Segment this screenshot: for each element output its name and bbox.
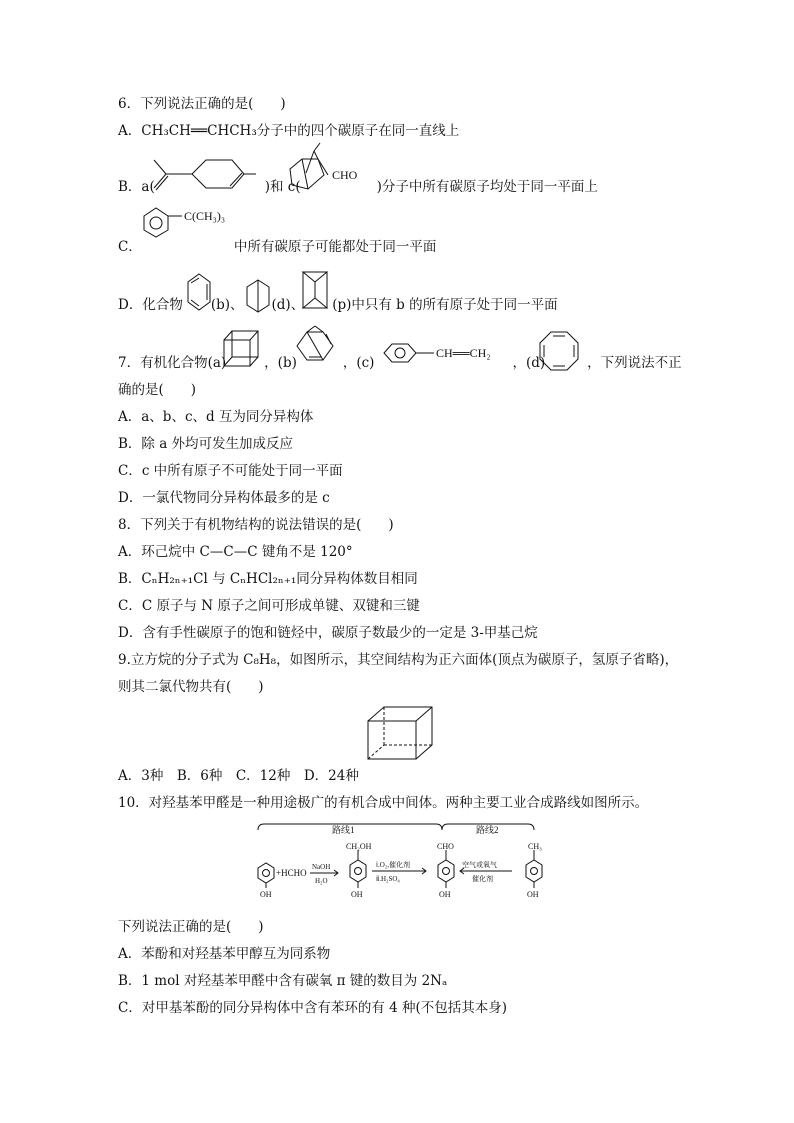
q10-question-stem: 下列说法正确的是( )	[118, 919, 264, 935]
q8-option-b: B．CₙH₂ₙ₊₁Cl 与 CₙHCl₂ₙ₊₁同分异构体数目相同	[118, 571, 418, 587]
q8-option-d: D．含有手性碳原子的饱和链烃中，碳原子数最少的一定是 3-甲基己烷	[118, 625, 538, 641]
q10-h2o: H₂O	[315, 877, 328, 885]
q10-route2: 路线2	[476, 825, 499, 835]
q7-stem-prefix: 7．有机化合物(a)	[118, 355, 227, 371]
q7-structure-b-bicyclic	[293, 324, 337, 370]
q9-stem-line2: 则其二氯代物共有( )	[118, 679, 264, 695]
q7-c-group: CH══CH₂	[436, 346, 491, 360]
q7-stem-b: ，(b)	[264, 355, 297, 371]
q6-option-d	[118, 296, 558, 314]
q10-route1: 路线1	[332, 825, 355, 835]
q10-air1: 空气或氧气	[462, 861, 497, 869]
q10-stem: 10．对羟基苯甲醛是一种用途极广的有机合成中间体。两种主要工业合成路线如图所示。	[118, 795, 649, 811]
q10-option-c: C．对甲基苯酚的同分异构体中含有苯环的有 4 种(不包括其本身)	[118, 1000, 508, 1016]
q6-structure-p-prismane	[300, 268, 330, 314]
q6-d-prefix: D．化合物	[118, 297, 183, 313]
q10-step1: ⅰ.O₂,催化剂	[376, 861, 410, 869]
q10-ch3: CH₃	[528, 842, 542, 851]
q7-structure-c-styrene	[378, 340, 518, 366]
q7-option-a: A．a、b、c、d 互为同分异构体	[118, 409, 314, 425]
q7-structure-a-cubane	[222, 328, 262, 370]
q10-oh-cresol: OH	[527, 890, 539, 899]
q9-cube-figure	[366, 705, 434, 761]
q7-stem-c: ，(c)	[342, 355, 375, 371]
q6-structure-d-dewar	[245, 278, 271, 314]
q10-cho: CHO	[437, 842, 454, 851]
q6-d-d: (d)、	[271, 297, 305, 313]
q9-options: A．3种 B．6种 C．12种 D．24种	[118, 768, 359, 784]
q6-structure-a	[146, 158, 258, 198]
q6-c-group: C(CH₃)₃	[184, 209, 226, 223]
q6-option-a: A．CH₃CH══CHCH₃分子中的四个碳原子在同一直线上	[118, 123, 460, 139]
q7-option-b: B．除 a 外均可发生加成反应	[118, 436, 294, 452]
q7-structure-d-cyclooctatetraene	[538, 330, 580, 372]
q7-option-d: D．一氯代物同分异构体最多的是 c	[118, 490, 330, 506]
q10-oh-phenol: OH	[260, 890, 272, 899]
q10-air2: 催化剂	[472, 875, 493, 883]
q10-step2: ⅱ.H₂SO₄	[376, 875, 400, 883]
q6-structure-c	[284, 147, 364, 197]
q6-option-c	[118, 238, 436, 256]
q6-d-suffix: (p)中只有 b 的所有原子处于同一平面	[332, 297, 558, 313]
q9-stem-line1: 9.立方烷的分子式为 C₈H₈，如图所示，其空间结构为正六面体(顶点为碳原子，氢原子省略)，	[118, 652, 679, 668]
q7-option-c: C．c 中所有原子不可能处于同一平面	[118, 463, 343, 479]
q7-stem-suffix: ，下列说法不正	[587, 355, 682, 371]
q8-option-c: C．C 原子与 N 原子之间可形成单键、双键和三键	[118, 598, 420, 614]
q6-structure-b-benzene	[186, 272, 212, 314]
q10-option-b: B．1 mol 对羟基苯甲醛中含有碳氧 π 键的数目为 2Nₐ	[118, 973, 448, 989]
q6-structure-tbutylbenzene	[138, 204, 248, 240]
q10-oh-alcohol: OH	[351, 890, 363, 899]
q6-c-suffix: 中所有碳原子可能都处于同一平面	[233, 239, 437, 255]
q10-option-a: A．苯酚和对羟基苯甲醇互为同系物	[118, 946, 331, 962]
q6-stem: 6．下列说法正确的是( )	[118, 96, 286, 112]
q10-hcho: +HCHO	[276, 868, 307, 878]
q6-b-prefix: B．a(	[118, 179, 155, 195]
q8-stem: 8．下列关于有机物结构的说法错误的是( )	[118, 517, 394, 533]
q6-b-mid: )和 c(	[264, 179, 301, 195]
q10-naoh: NaOH	[312, 863, 331, 871]
q10-ch2oh: CH₂OH	[346, 842, 372, 851]
q10-oh-aldehyde: OH	[439, 890, 451, 899]
q6-b-suffix: )分子中所有碳原子均处于同一平面上	[376, 179, 598, 195]
q6-d-b: (b)、	[210, 297, 244, 313]
q6-c-cho: CHO	[332, 168, 358, 182]
q6-c-prefix: C．	[118, 239, 142, 255]
q7-stem-line2: 确的是( )	[118, 382, 197, 398]
q7-stem-d: ，(d)	[512, 355, 546, 371]
q10-synthesis-scheme	[240, 820, 552, 910]
q8-option-a: A．环己烷中 C—C—C 键角不是 120°	[118, 544, 353, 560]
